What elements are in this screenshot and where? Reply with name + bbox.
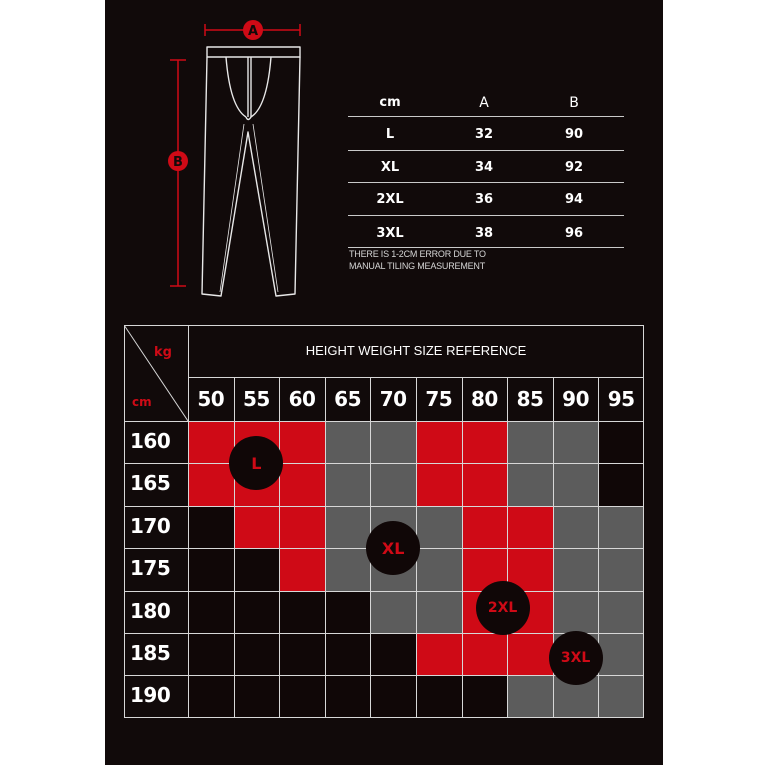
grid-cell (188, 675, 234, 717)
grid-cell (462, 421, 508, 463)
grid-cell (188, 421, 234, 463)
grid-cell (507, 675, 553, 717)
height-label: 165 (130, 471, 171, 496)
grid-line (124, 591, 644, 592)
grid-cell (462, 675, 508, 717)
grid-cell (598, 548, 644, 590)
divider (348, 116, 624, 117)
grid-cell (553, 463, 599, 505)
grid-cell (507, 463, 553, 505)
grid-cell (370, 421, 416, 463)
weight-label: 90 (562, 387, 590, 411)
grid-cell (188, 591, 234, 633)
note-line-2: MANUAL TILING MEASUREMENT (349, 261, 486, 271)
grid-cell (598, 421, 644, 463)
size-b: 96 (564, 226, 584, 241)
grid-cell (234, 548, 280, 590)
size-label: XL (380, 160, 400, 175)
grid-line (643, 325, 644, 718)
grid-cell (234, 675, 280, 717)
header-b: B (569, 95, 579, 111)
grid-cell (279, 463, 325, 505)
grid-cell (279, 633, 325, 675)
grid-cell (279, 506, 325, 548)
size-table-header (348, 88, 624, 118)
size-marker: 2XL (476, 581, 530, 635)
grid-cell (416, 548, 462, 590)
grid-cell (416, 421, 462, 463)
size-label: 3XL (376, 226, 404, 241)
grid-cell (234, 506, 280, 548)
grid-cell (598, 633, 644, 675)
grid-line (124, 421, 644, 422)
size-a: 32 (474, 127, 494, 142)
grid-cell (416, 506, 462, 548)
kg-label: kg (154, 345, 172, 360)
grid-cell (462, 633, 508, 675)
size-label: 2XL (376, 192, 404, 207)
grid-line (124, 506, 644, 507)
height-label: 160 (130, 429, 171, 453)
size-label: L (385, 127, 395, 142)
grid-cell (325, 633, 371, 675)
grid-cell (553, 506, 599, 548)
reference-title: HEIGHT WEIGHT SIZE REFERENCE (305, 343, 527, 358)
weight-label: 70 (379, 387, 407, 411)
size-row-2xl (348, 185, 624, 215)
weight-label: 65 (334, 387, 362, 411)
grid-cell (598, 506, 644, 548)
grid-cell (598, 675, 644, 717)
size-a: 36 (474, 192, 494, 207)
grid-cell (462, 506, 508, 548)
measurement-note (349, 248, 519, 272)
grid-cell (234, 633, 280, 675)
grid-cell (507, 506, 553, 548)
size-b: 90 (564, 127, 584, 142)
grid-cell (370, 633, 416, 675)
grid-cell (188, 548, 234, 590)
height-label: 175 (130, 556, 171, 581)
grid-cell (234, 591, 280, 633)
weight-label: 80 (470, 387, 498, 411)
grid-cell (188, 506, 234, 548)
grid-cell (416, 591, 462, 633)
size-a: 38 (474, 226, 494, 241)
grid-cell (325, 675, 371, 717)
height-label: 180 (130, 598, 171, 623)
weight-label: 60 (288, 387, 316, 411)
size-marker: L (229, 436, 283, 490)
weight-label: 85 (516, 387, 544, 411)
size-row-3xl (348, 219, 624, 249)
size-marker: XL (366, 521, 420, 575)
cm-label: cm (132, 395, 152, 409)
height-label: 190 (130, 683, 171, 708)
divider (348, 215, 624, 216)
grid-line (124, 463, 644, 464)
grid-cell (188, 463, 234, 505)
header-cm: cm (379, 95, 401, 110)
height-weight-grid (124, 325, 644, 718)
weight-label: 55 (242, 387, 270, 411)
size-b: 94 (564, 192, 584, 207)
grid-cell (553, 421, 599, 463)
pants-outline-icon (150, 12, 320, 307)
grid-cell (370, 463, 416, 505)
grid-cell (507, 421, 553, 463)
grid-cell (416, 463, 462, 505)
grid-cell (279, 591, 325, 633)
height-label: 185 (130, 641, 171, 665)
size-b: 92 (564, 160, 584, 175)
divider (348, 182, 624, 183)
size-marker: 3XL (549, 631, 603, 685)
grid-cell (370, 591, 416, 633)
height-label: 170 (130, 513, 171, 538)
grid-cell (188, 633, 234, 675)
grid-line (124, 717, 644, 718)
grid-cell (325, 548, 371, 590)
weight-label: 50 (197, 387, 225, 411)
grid-cell (325, 463, 371, 505)
measurement-a (205, 20, 300, 40)
grid-cell (279, 548, 325, 590)
grid-cell (416, 675, 462, 717)
header-a: A (479, 95, 489, 111)
size-row-xl (348, 153, 624, 183)
grid-cell (598, 463, 644, 505)
grid-cell (325, 506, 371, 548)
size-row-l (348, 120, 624, 150)
grid-cell (279, 421, 325, 463)
label-b: B (173, 155, 183, 170)
grid-cell (325, 421, 371, 463)
divider (348, 150, 624, 151)
grid-cell (553, 591, 599, 633)
label-a: A (247, 24, 259, 39)
size-a: 34 (474, 160, 494, 175)
measurement-b (168, 60, 188, 286)
grid-cell (279, 675, 325, 717)
grid-cell (598, 591, 644, 633)
grid-cell (553, 548, 599, 590)
grid-cell (507, 633, 553, 675)
grid-line (188, 325, 189, 718)
weight-label: 95 (607, 387, 635, 411)
grid-cell (462, 463, 508, 505)
weight-label: 75 (425, 387, 453, 411)
grid-cell (370, 675, 416, 717)
grid-cell (325, 591, 371, 633)
grid-cell (416, 633, 462, 675)
note-line-1: THERE IS 1-2CM ERROR DUE TO (349, 249, 486, 259)
